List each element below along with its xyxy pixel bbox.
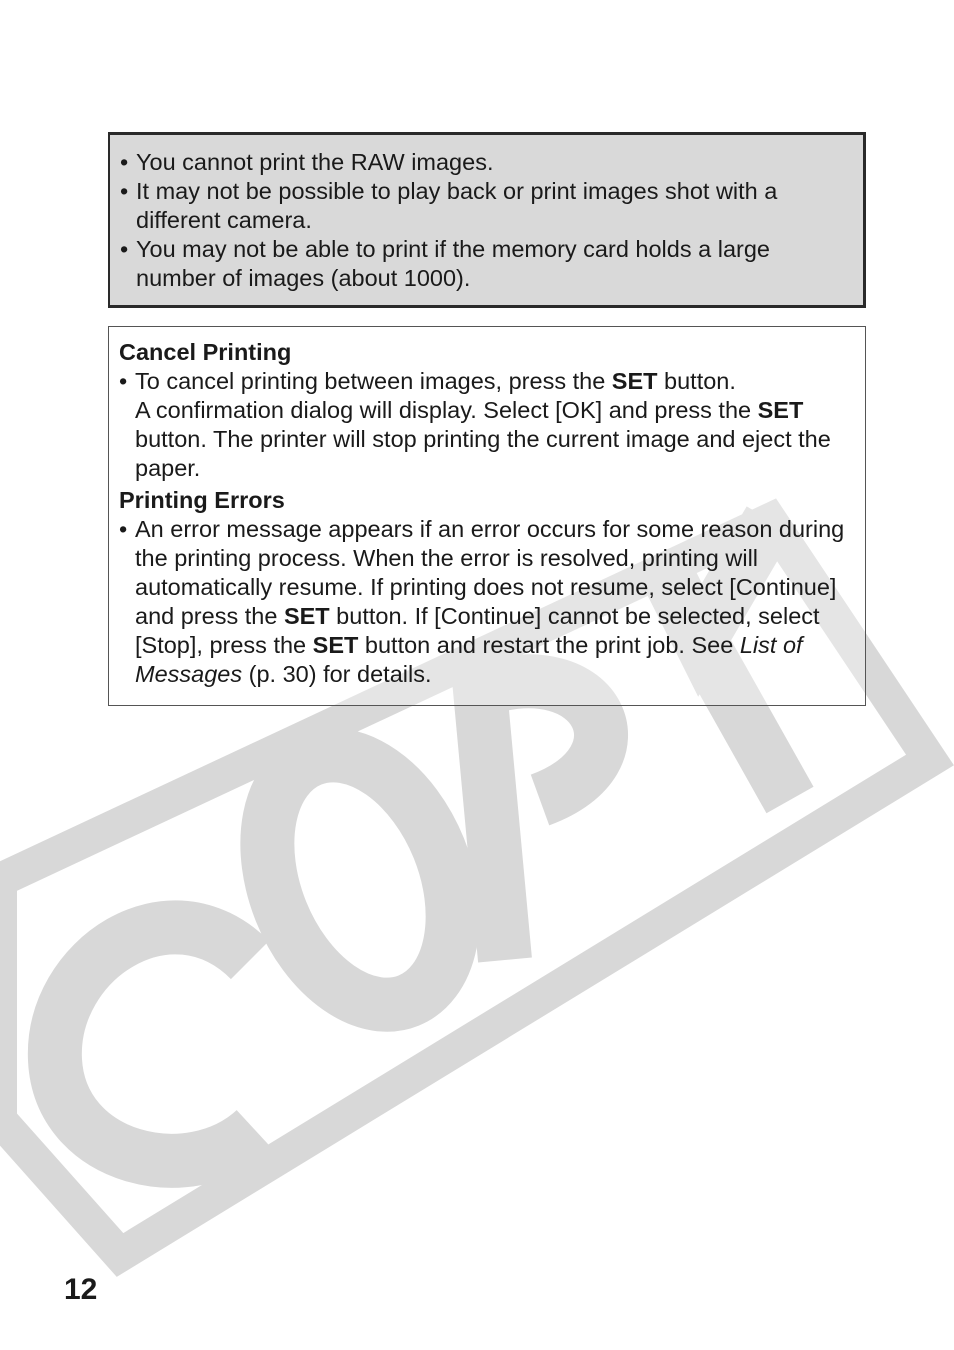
note-large-card: • You may not be able to print if the memory card holds a large number of images (about 1000). [120,235,853,293]
notes-list [120,148,853,293]
cancel-printing-item: • To cancel printing between images, press the SET button. A confirmation dialog will display. Select [OK] and press the SET button. The printer will stop printing the current image and eject the paper. [119,367,855,483]
note-different-camera: • It may not be possible to play back or print images shot with a different camera. [120,177,853,235]
printing-errors-heading: Printing Errors [119,487,285,513]
notes-box [108,132,866,308]
printing-errors-list [119,515,855,689]
printing-errors-item: • An error message appears if an error occurs for some reason during the printing process. When the error is resolved, printing will automatically resume. If printing does not resume, select [Continue] and press the SET button. If [Continue] cannot be selected, select [Stop], press the SET button and restart the print job. See List of Messages (p. 30) for details. [119,515,855,689]
cancel-printing-heading: Cancel Printing [119,339,292,365]
list-of-messages-reference: List of Messages [135,632,803,687]
cancel-printing-list [119,367,855,483]
note-raw-images: • You cannot print the RAW images. [120,148,853,177]
info-box [108,326,866,706]
page-number: 12 [64,1273,98,1306]
